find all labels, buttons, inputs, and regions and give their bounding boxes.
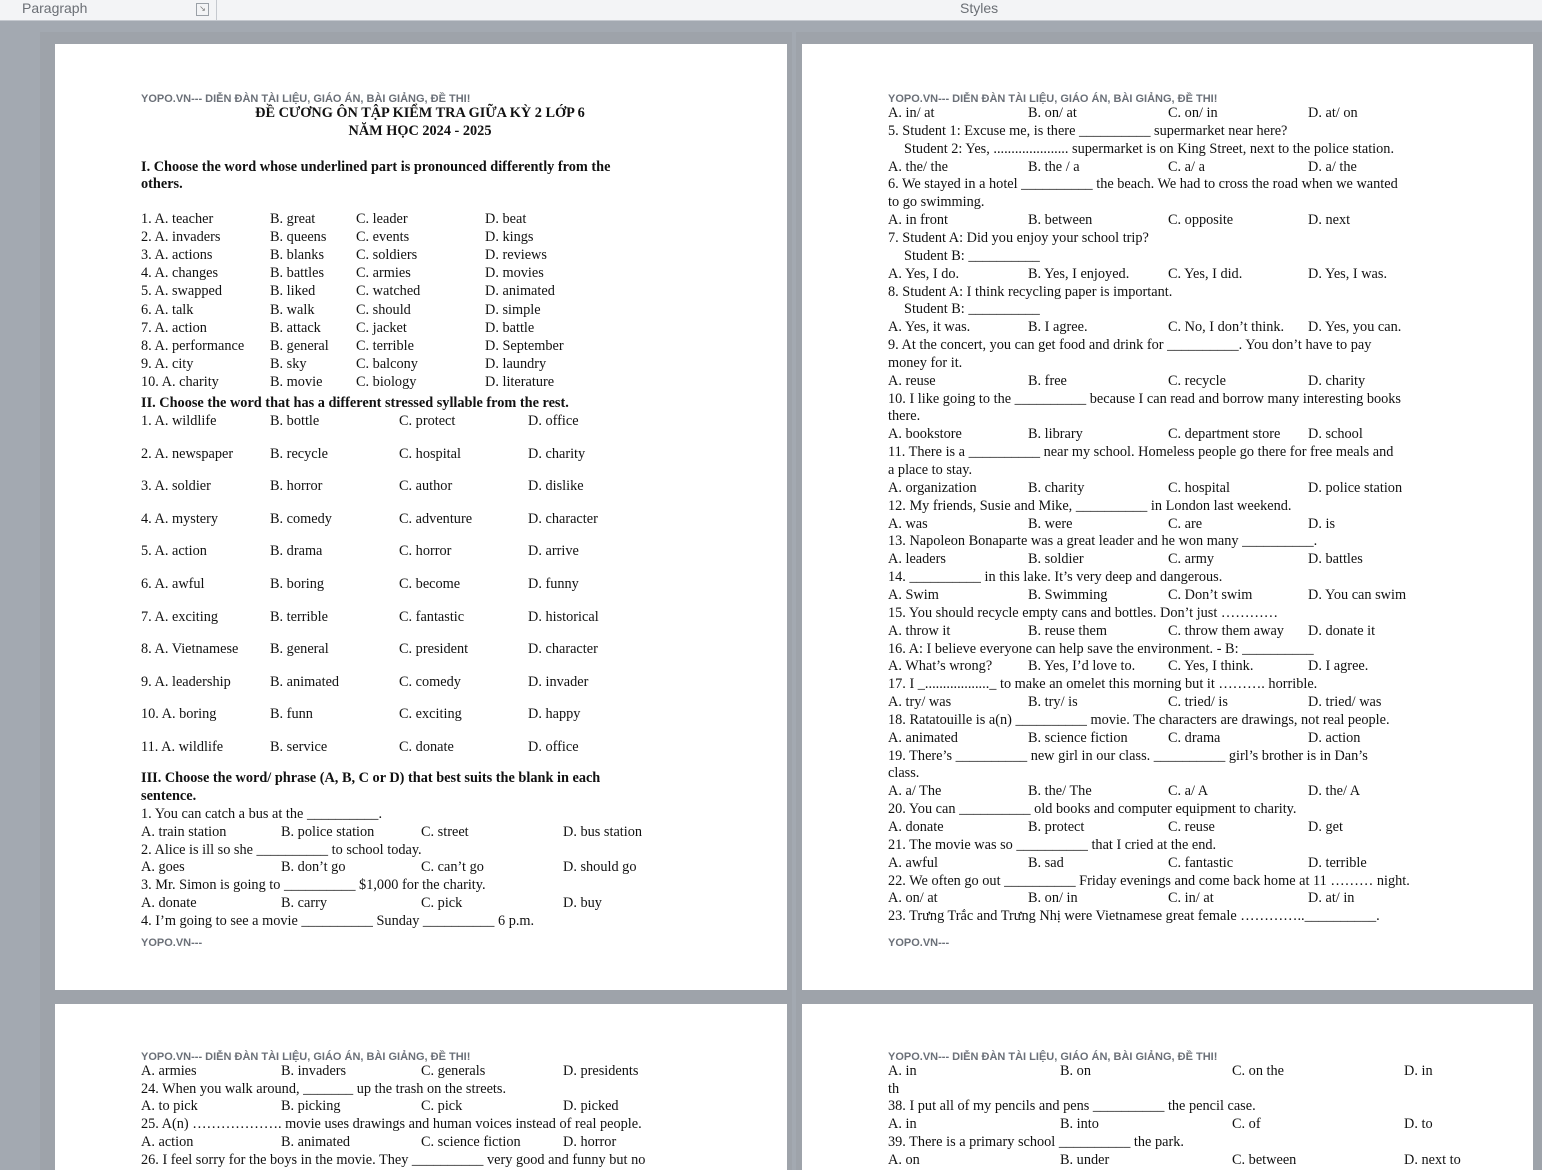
answer-option: D. character	[528, 641, 598, 658]
question-line: 18. Ratatouille is a(n) __________ movie. The characters are drawings, not real people.	[888, 711, 1390, 728]
answer-option: A. organization	[888, 479, 977, 496]
answer-option: B. protect	[1028, 819, 1085, 835]
answer-option: B. library	[1028, 426, 1083, 443]
answer-option: B. don’t go	[281, 859, 346, 875]
answer-option: C. a/ a	[1168, 158, 1205, 175]
answer-option: C. armies	[356, 265, 411, 282]
answer-option: C. generals	[421, 1063, 486, 1079]
answer-option: C. events	[356, 229, 410, 246]
answer-option: A. donate	[141, 895, 197, 911]
answer-option: C. pick	[421, 1098, 463, 1115]
question-item: 2. A. invaders	[141, 229, 221, 246]
answer-option: C. donate	[399, 739, 454, 755]
answer-option: D. picked	[563, 1098, 619, 1115]
answer-option: A. donate	[888, 819, 944, 835]
answer-option: B. soldier	[1028, 551, 1084, 568]
answer-option: B. were	[1028, 515, 1073, 532]
answer-option: D. character	[528, 510, 598, 527]
answer-option: B. movie	[270, 373, 323, 390]
answer-option: D. kings	[485, 229, 534, 246]
answer-option: D. battle	[485, 319, 535, 336]
answer-option: C. army	[1168, 551, 1215, 568]
answer-option: B. into	[1060, 1116, 1099, 1133]
question-line: Student B: __________	[904, 301, 1040, 318]
question-item: 10. A. boring	[141, 706, 217, 723]
answer-option: D. literature	[485, 373, 555, 390]
question-line: 13. Napoleon Bonaparte was a great leader and he won many __________.	[888, 533, 1318, 550]
answer-option: C. science fiction	[421, 1133, 521, 1150]
answer-option: B. under	[1060, 1151, 1110, 1168]
answer-option: C. pick	[421, 895, 463, 911]
answer-option: A. in/ at	[888, 105, 935, 121]
answer-option: A. bookstore	[888, 426, 962, 443]
answer-option: C. are	[1168, 515, 1203, 532]
answer-option: A. armies	[141, 1063, 197, 1079]
answer-option: B. recycle	[270, 445, 328, 462]
answer-option: C. fantastic	[399, 608, 465, 625]
answer-option: D. office	[528, 739, 579, 755]
question-line: 10. I like going to the __________ because I can read and borrow many interesting books	[888, 390, 1401, 407]
answer-option: A. on	[888, 1151, 920, 1168]
answer-option: B. walk	[270, 301, 315, 318]
answer-option: D. Yes, you can.	[1308, 319, 1402, 336]
answer-option: C. drama	[1168, 729, 1221, 746]
answer-option: A. in	[888, 1063, 917, 1079]
question: 2. Alice is ill so she __________ to school today.	[141, 842, 422, 858]
answer-option: D. presidents	[563, 1063, 639, 1079]
answer-option: C. Yes, I did.	[1168, 265, 1243, 282]
answer-option: A. the/ the	[888, 158, 948, 175]
question-line: 11. There is a __________ near my school. Homeless people go there for free meals and	[888, 444, 1394, 461]
answer-option: D. next to	[1404, 1151, 1461, 1168]
answer-option: D. school	[1308, 426, 1363, 443]
page-header: YOPO.VN--- DIỄN ĐÀN TÀI LIỆU, GIÁO ÁN, BÀI GIẢNG, ĐỀ THI!	[141, 1051, 471, 1063]
answer-option: B. battles	[270, 265, 325, 282]
answer-option: B. sky	[270, 355, 307, 372]
section-heading: others.	[141, 176, 183, 192]
answer-option: D. movies	[485, 265, 544, 282]
ribbon-bar	[0, 0, 1542, 21]
answer-option: A. train station	[141, 824, 227, 840]
question-item: 4. A. changes	[141, 265, 219, 282]
question-item: 5. A. action	[141, 543, 207, 560]
answer-option: D. in	[1404, 1063, 1433, 1079]
question-line: 19. There’s __________ new girl in our class. __________ girl’s brother is in Dan’s	[888, 747, 1368, 764]
question-line: 6. We stayed in a hotel __________ the beach. We had to cross the road when we wanted	[888, 176, 1398, 193]
answer-option: B. I agree.	[1028, 319, 1088, 336]
answer-option: C. can’t go	[421, 859, 484, 875]
question-item: 1. A. wildlife	[141, 413, 217, 429]
answer-option: C. on/ in	[1168, 105, 1218, 121]
answer-option: D. I agree.	[1308, 658, 1369, 675]
question-line: 7. Student A: Did you enjoy your school trip?	[888, 229, 1149, 246]
answer-option: B. service	[270, 739, 328, 755]
question-line: 39. There is a primary school __________ the park.	[888, 1133, 1184, 1150]
page-header: YOPO.VN--- DIỄN ĐÀN TÀI LIỆU, GIÁO ÁN, BÀI GIẢNG, ĐỀ THI!	[888, 93, 1218, 105]
answer-option: C. department store	[1168, 426, 1281, 443]
section-heading: III. Choose the word/ phrase (A, B, C or D) that best suits the blank in each	[141, 770, 601, 786]
answer-option: D. horror	[563, 1133, 617, 1150]
question-line: th	[888, 1080, 900, 1097]
answer-option: C. comedy	[399, 673, 461, 690]
answer-option: B. the / a	[1028, 158, 1080, 175]
answer-option: B. general	[270, 641, 329, 658]
answer-option: B. the/ The	[1028, 783, 1092, 800]
document-page-4[interactable]	[802, 1004, 1533, 1170]
answer-option: D. at/ on	[1308, 105, 1358, 121]
answer-option: D. to	[1404, 1116, 1433, 1133]
answer-option: C. should	[356, 301, 411, 318]
answer-option: D. is	[1308, 515, 1336, 532]
answer-option: C. leader	[356, 211, 408, 227]
question-line: money for it.	[888, 354, 963, 371]
answer-option: A. awful	[888, 854, 939, 871]
answer-option: C. exciting	[399, 706, 462, 723]
answer-option: C. watched	[356, 283, 421, 300]
document-page-2[interactable]	[802, 44, 1533, 990]
answer-option: A. animated	[888, 729, 958, 746]
question-item: 7. A. action	[141, 319, 207, 336]
question-item: 8. A. Vietnamese	[141, 641, 239, 658]
page-header: YOPO.VN--- DIỄN ĐÀN TÀI LIỆU, GIÁO ÁN, BÀI GIẢNG, ĐỀ THI!	[888, 1051, 1218, 1063]
question-line: 20. You can __________ old books and computer equipment to charity.	[888, 801, 1297, 818]
answer-option: D. tried/ was	[1308, 694, 1382, 711]
answer-option: B. free	[1028, 372, 1067, 389]
answer-option: C. tried/ is	[1168, 694, 1228, 711]
answer-option: B. between	[1028, 212, 1093, 229]
answer-option: D. arrive	[528, 543, 579, 560]
answer-option: C. protect	[399, 413, 456, 429]
question-line: class.	[888, 765, 920, 782]
question: 1. You can catch a bus at the __________.	[141, 806, 383, 822]
answer-option: B. reuse them	[1028, 622, 1108, 639]
answer-option: B. Swimming	[1028, 586, 1108, 603]
answer-option: B. invaders	[281, 1063, 347, 1079]
answer-option: D. next	[1308, 212, 1351, 229]
answer-option: D. terrible	[1308, 854, 1367, 871]
question: 4. I’m going to see a movie __________ Sunday __________ 6 p.m.	[141, 913, 535, 929]
question-line: 25. A(n) ………………. movie uses drawings and human voices instead of real people.	[141, 1116, 642, 1133]
answer-option: A. What’s wrong?	[888, 658, 993, 675]
answer-option: C. president	[399, 641, 469, 658]
paragraph-group-label: Paragraph	[22, 0, 88, 16]
answer-option: B. Yes, I’d love to.	[1028, 658, 1136, 675]
question-item: 6. A. awful	[141, 576, 205, 592]
answer-option: B. on/ in	[1028, 890, 1078, 907]
answer-option: D. You can swim	[1308, 586, 1407, 603]
answer-option: C. hospital	[1168, 479, 1230, 496]
question-item: 8. A. performance	[141, 337, 245, 354]
document-page-1[interactable]	[55, 44, 787, 990]
answer-option: D. office	[528, 413, 579, 429]
answer-option: A. Swim	[888, 586, 939, 603]
answer-option: C. opposite	[1168, 212, 1234, 229]
answer-option: C. balcony	[356, 355, 418, 372]
question-line: 24. When you walk around, _______ up the trash on the streets.	[141, 1080, 507, 1097]
question-item: 1. A. teacher	[141, 211, 214, 227]
answer-option: D. get	[1308, 819, 1343, 835]
answer-option: B. carry	[281, 895, 328, 911]
answer-option: D. happy	[528, 706, 581, 723]
answer-option: D. charity	[528, 445, 586, 462]
question-line: to go swimming.	[888, 194, 985, 211]
question-line: 12. My friends, Susie and Mike, __________ in London last weekend.	[888, 497, 1292, 514]
question-line: 23. Trưng Trắc and Trưng Nhị were Vietnamese great female …………..__________.	[888, 908, 1380, 925]
answer-option: C. in/ at	[1168, 890, 1214, 907]
document-title: ĐỀ CƯƠNG ÔN TẬP KIỂM TRA GIỮA KỲ 2 LỚP 6	[255, 105, 585, 121]
answer-option: C. terrible	[356, 337, 414, 354]
answer-option: C. soldiers	[356, 247, 418, 264]
question-item: 5. A. swapped	[141, 283, 223, 300]
answer-option: C. throw them away	[1168, 622, 1284, 639]
answer-option: C. a/ A	[1168, 783, 1209, 800]
answer-option: B. picking	[281, 1098, 341, 1115]
answer-option: A. leaders	[888, 551, 946, 568]
answer-option: A. Yes, it was.	[888, 319, 971, 336]
answer-option: B. general	[270, 337, 329, 354]
answer-option: D. donate it	[1308, 622, 1376, 639]
question-item: 7. A. exciting	[141, 608, 219, 625]
answer-option: A. was	[888, 515, 928, 532]
ribbon-separator	[216, 0, 217, 20]
answer-option: B. sad	[1028, 854, 1064, 871]
question-item: 3. A. soldier	[141, 478, 211, 495]
question-item: 6. A. talk	[141, 301, 194, 318]
question-item: 3. A. actions	[141, 247, 213, 264]
page-header: YOPO.VN--- DIỄN ĐÀN TÀI LIỆU, GIÁO ÁN, BÀI GIẢNG, ĐỀ THI!	[141, 93, 471, 105]
section-heading: I. Choose the word whose underlined part is pronounced differently from the	[141, 159, 611, 175]
answer-option: C. become	[399, 576, 461, 592]
answer-option: C. reuse	[1168, 819, 1215, 835]
question-item: 9. A. city	[141, 355, 194, 372]
answer-option: C. on the	[1232, 1063, 1285, 1079]
answer-option: C. biology	[356, 373, 417, 390]
answer-option: B. charity	[1028, 479, 1085, 496]
answer-option: D. battles	[1308, 551, 1363, 568]
answer-option: B. animated	[281, 1133, 351, 1150]
question-line: 9. At the concert, you can get food and drink for __________. You don’t have to pay	[888, 337, 1372, 354]
answer-option: D. beat	[485, 211, 527, 227]
answer-option: B. horror	[270, 478, 323, 495]
answer-option: C. of	[1232, 1116, 1261, 1133]
answer-option: D. at/ in	[1308, 890, 1355, 907]
answer-option: C. recycle	[1168, 372, 1226, 389]
page-footer: YOPO.VN---	[888, 937, 950, 949]
answer-option: D. should go	[563, 859, 637, 875]
question-item: 2. A. newspaper	[141, 445, 234, 462]
answer-option: D. police station	[1308, 479, 1403, 496]
answer-option: B. on	[1060, 1063, 1091, 1079]
answer-option: B. drama	[270, 543, 323, 560]
answer-option: D. a/ the	[1308, 158, 1357, 175]
answer-option: D. animated	[485, 283, 555, 300]
styles-group-label: Styles	[960, 0, 999, 16]
answer-option: B. animated	[270, 673, 340, 690]
answer-option: D. buy	[563, 895, 602, 911]
answer-option: B. Yes, I enjoyed.	[1028, 265, 1130, 282]
section-heading: sentence.	[141, 788, 197, 804]
answer-option: D. Yes, I was.	[1308, 265, 1388, 282]
dialog-launcher-icon[interactable]: ↘	[196, 3, 209, 16]
document-page-3[interactable]	[55, 1004, 787, 1170]
answer-option: B. attack	[270, 319, 321, 336]
answer-option: C. Yes, I think.	[1168, 658, 1254, 675]
answer-option: C. jacket	[356, 319, 407, 336]
question-line: 22. We often go out __________ Friday evenings and come back home at 11 ……… night.	[888, 872, 1410, 889]
answer-option: C. horror	[399, 543, 452, 560]
question-item: 11. A. wildlife	[141, 739, 224, 755]
answer-option: B. science fiction	[1028, 729, 1128, 746]
answer-option: A. Yes, I do.	[888, 265, 960, 282]
answer-option: B. comedy	[270, 510, 332, 527]
question-line: 21. The movie was so __________ that I cried at the end.	[888, 836, 1217, 853]
answer-option: A. in	[888, 1116, 917, 1133]
answer-option: B. police station	[281, 824, 375, 840]
question-item: 4. A. mystery	[141, 510, 219, 527]
answer-option: D. invader	[528, 673, 589, 690]
answer-option: D. historical	[528, 608, 599, 625]
answer-option: D. September	[485, 337, 564, 354]
question-line: 26. I feel sorry for the boys in the movie. They __________ very good and funny but no	[141, 1151, 646, 1168]
question-line: Student B: __________	[904, 247, 1040, 264]
answer-option: C. adventure	[399, 510, 473, 527]
question-line: 5. Student 1: Excuse me, is there __________ supermarket near here?	[888, 122, 1288, 139]
page-footer: YOPO.VN---	[141, 937, 203, 949]
answer-option: D. action	[1308, 729, 1361, 746]
answer-option: A. action	[141, 1133, 194, 1150]
answer-option: D. dislike	[528, 478, 584, 495]
answer-option: C. author	[399, 478, 453, 495]
answer-option: C. Don’t swim	[1168, 586, 1253, 603]
answer-option: C. No, I don’t think.	[1168, 319, 1285, 336]
answer-option: D. the/ A	[1308, 783, 1361, 800]
answer-option: B. blanks	[270, 247, 325, 264]
question-line: 16. A: I believe everyone can help save the environment. - B: __________	[888, 640, 1314, 657]
answer-option: B. funn	[270, 706, 313, 723]
answer-option: B. on/ at	[1028, 105, 1077, 121]
answer-option: A. on/ at	[888, 890, 938, 907]
answer-option: A. goes	[141, 859, 185, 875]
question-line: 15. You should recycle empty cans and bottles. Don’t just …………	[888, 604, 1279, 621]
answer-option: D. laundry	[485, 355, 547, 372]
school-year: NĂM HỌC 2024 - 2025	[348, 123, 492, 139]
answer-option: B. great	[270, 211, 316, 227]
question-line: 17. I _.................._ to make an omelet this morning but it ………. horrible.	[888, 676, 1318, 693]
question-item: 9. A. leadership	[141, 673, 231, 690]
question-line: 8. Student A: I think recycling paper is important.	[888, 283, 1173, 300]
answer-option: A. try/ was	[888, 694, 952, 711]
answer-option: B. boring	[270, 576, 325, 592]
question-line: 38. I put all of my pencils and pens __________ the pencil case.	[888, 1098, 1256, 1115]
answer-option: C. between	[1232, 1151, 1297, 1168]
answer-option: D. reviews	[485, 247, 547, 264]
answer-option: D. bus station	[563, 824, 643, 840]
answer-option: C. fantastic	[1168, 854, 1234, 871]
answer-option: D. simple	[485, 301, 541, 318]
answer-option: B. bottle	[270, 413, 320, 429]
answer-option: B. liked	[270, 283, 316, 300]
answer-option: A. to pick	[141, 1098, 198, 1115]
answer-option: C. street	[421, 824, 469, 840]
answer-option: A. in front	[888, 212, 948, 229]
answer-option: C. hospital	[399, 445, 461, 462]
question: 3. Mr. Simon is going to __________ $1,000 for the charity.	[141, 877, 486, 893]
question-line: Student 2: Yes, ..................... supermarket is on King Street, next to the police station.	[904, 140, 1395, 157]
section-heading: II. Choose the word that has a different stressed syllable from the rest.	[141, 395, 569, 411]
question-line: 14. __________ in this lake. It’s very deep and dangerous.	[888, 569, 1223, 586]
answer-option: B. queens	[270, 229, 327, 246]
answer-option: B. try/ is	[1028, 694, 1078, 711]
question-line: there.	[888, 408, 921, 425]
answer-option: A. reuse	[888, 372, 936, 389]
answer-option: B. terrible	[270, 608, 328, 625]
question-line: a place to stay.	[888, 462, 973, 478]
answer-option: D. charity	[1308, 372, 1366, 389]
answer-option: A. a/ The	[888, 783, 942, 800]
answer-option: D. funny	[528, 576, 579, 592]
question-item: 10. A. charity	[141, 373, 219, 390]
answer-option: A. throw it	[888, 622, 951, 639]
